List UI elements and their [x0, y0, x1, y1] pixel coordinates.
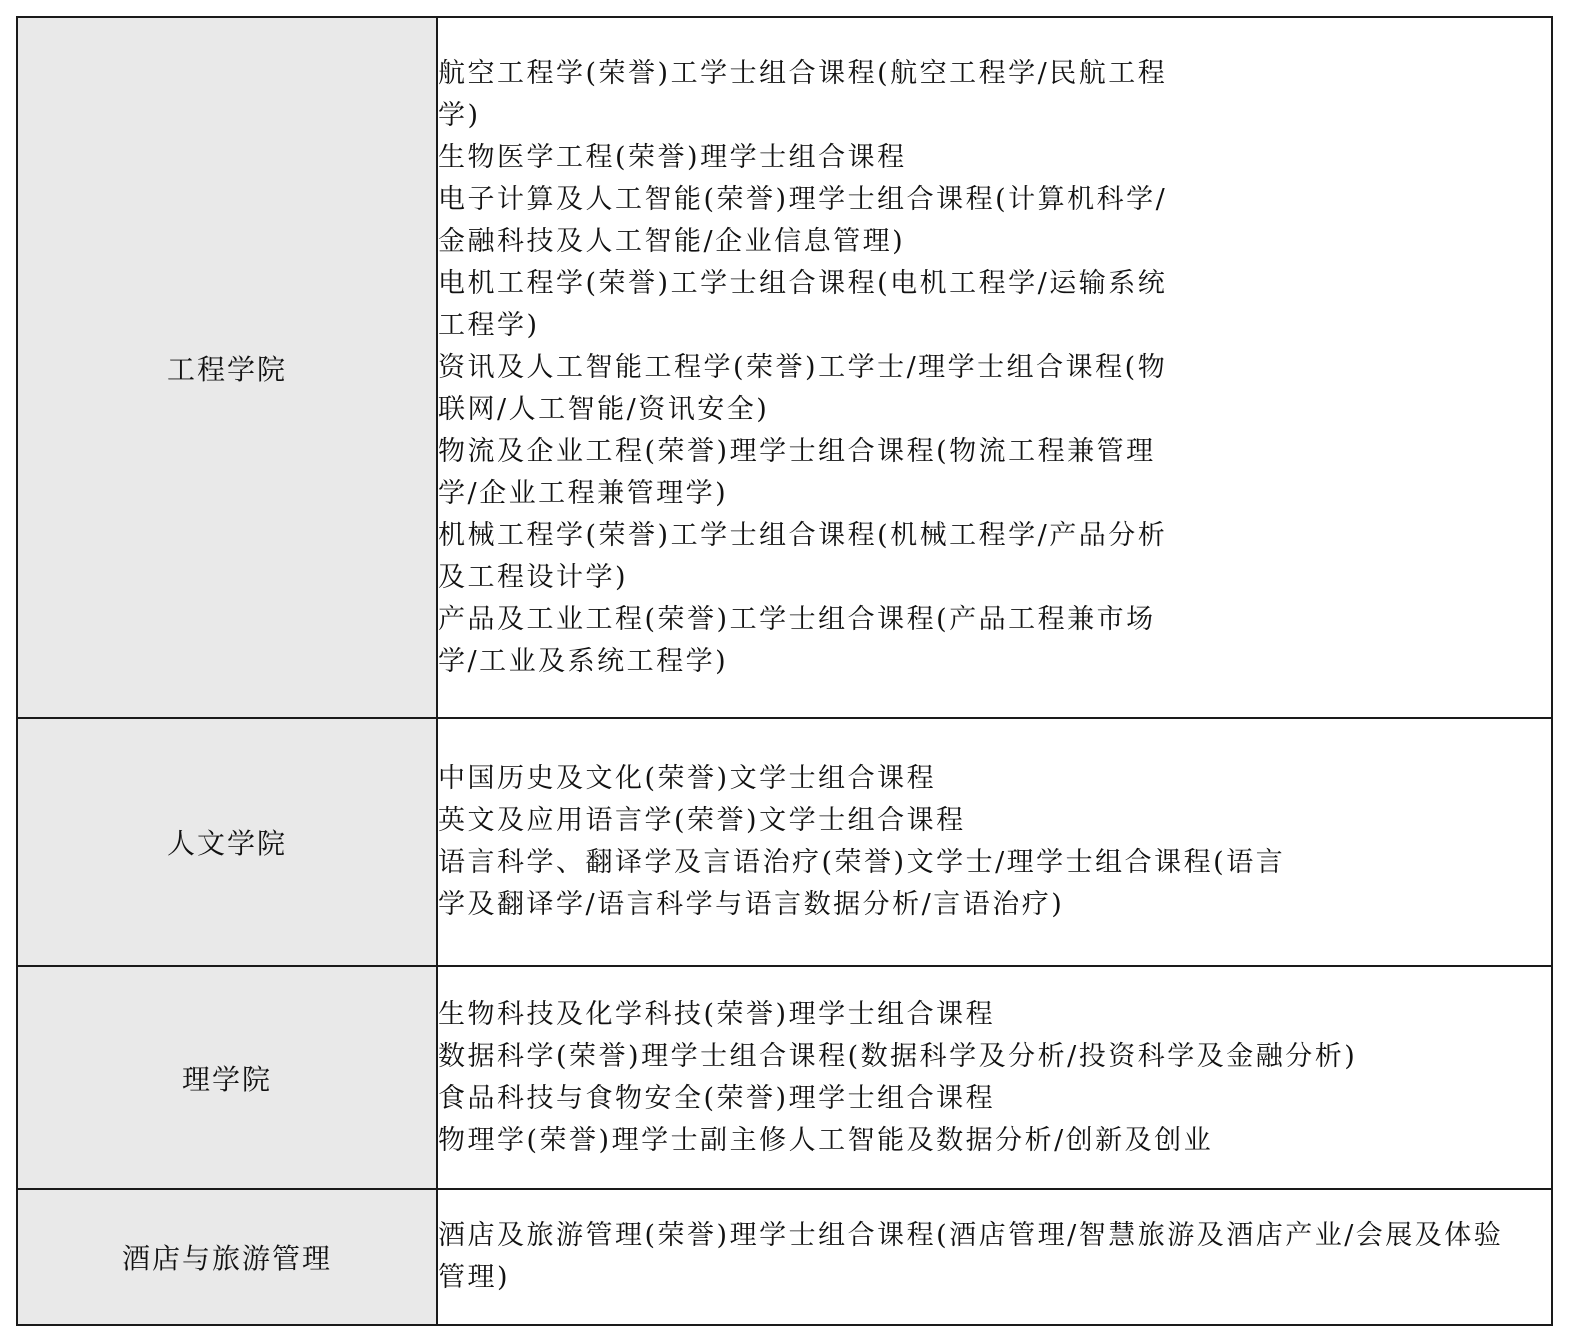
program-item: 语言科学、翻译学及言语治疗(荣誉)文学士/理学士组合课程(语言学及翻译学/语言科学与语言数据分析/言语治疗)	[438, 847, 1286, 920]
program-item: 英文及应用语言学(荣誉)文学士组合课程	[438, 805, 966, 836]
table-row-faculty-hotel-tourism	[17, 1189, 1552, 1325]
faculty-name: 理学院	[181, 1062, 272, 1096]
program-item: 中国历史及文化(荣誉)文学士组合课程	[438, 763, 937, 794]
program-list	[438, 53, 1551, 683]
program-item: 电机工程学(荣誉)工学士组合课程(电机工程学/运输系统工程学)	[438, 267, 1168, 341]
program-item: 酒店及旅游管理(荣誉)理学士组合课程(酒店管理/智慧旅游及酒店产业/会展及体验管理)	[438, 1220, 1504, 1293]
program-list-cell	[437, 17, 1552, 718]
program-list	[438, 1215, 1551, 1299]
program-list	[438, 994, 1551, 1162]
table-row-faculty-humanities	[17, 718, 1552, 966]
program-list-cell	[437, 1189, 1552, 1325]
program-item: 生物医学工程(荣誉)理学士组合课程	[438, 141, 907, 173]
program-item: 生物科技及化学科技(荣誉)理学士组合课程	[438, 998, 996, 1030]
faculty-name-cell	[17, 718, 437, 966]
faculty-name: 工程学院	[166, 352, 287, 386]
program-item: 数据科学(荣誉)理学士组合课程(数据科学及分析/投资科学及金融分析)	[438, 1040, 1358, 1072]
faculty-program-table	[16, 16, 1553, 1326]
faculty-name-cell	[17, 17, 437, 718]
faculty-name: 酒店与旅游管理	[121, 1242, 332, 1275]
program-item: 物理学(荣誉)理学士副主修人工智能及数据分析/创新及创业	[438, 1124, 1214, 1156]
program-item: 资讯及人工智能工程学(荣誉)工学士/理学士组合课程(物联网/人工智能/资讯安全)	[438, 351, 1168, 425]
program-item: 物流及企业工程(荣誉)理学士组合课程(物流工程兼管理学/企业工程兼管理学)	[438, 435, 1156, 509]
program-item: 产品及工业工程(荣誉)工学士组合课程(产品工程兼市场学/工业及系统工程学)	[438, 603, 1156, 677]
faculty-name: 人文学院	[166, 827, 287, 860]
program-item: 机械工程学(荣誉)工学士组合课程(机械工程学/产品分析及工程设计学)	[438, 519, 1168, 593]
faculty-name-cell	[17, 966, 437, 1189]
table-row-faculty-science	[17, 966, 1552, 1189]
table-row-faculty-engineering	[17, 17, 1552, 718]
program-item: 电子计算及人工智能(荣誉)理学士组合课程(计算机科学/金融科技及人工智能/企业信息管理)	[438, 183, 1168, 257]
program-item: 航空工程学(荣誉)工学士组合课程(航空工程学/民航工程学)	[438, 57, 1168, 131]
program-item: 食品科技与食物安全(荣誉)理学士组合课程	[438, 1082, 996, 1114]
faculty-name-cell	[17, 1189, 437, 1325]
program-list	[438, 758, 1551, 926]
program-list-cell	[437, 966, 1552, 1189]
program-list-cell	[437, 718, 1552, 966]
